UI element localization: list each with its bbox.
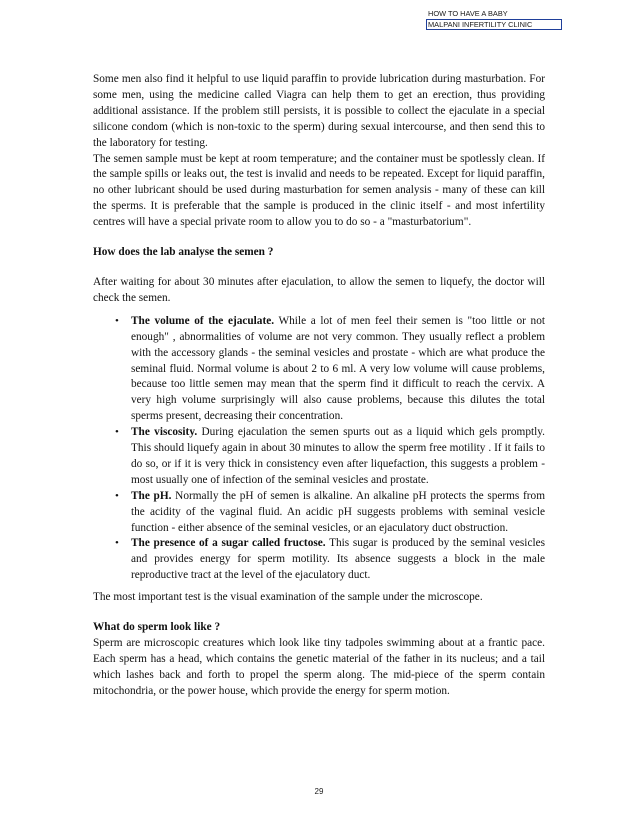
bullet-term: The presence of a sugar called fructose. — [131, 537, 326, 550]
list-item — [93, 314, 545, 425]
page-number: 29 — [314, 787, 324, 796]
paragraph-lubrication: Some men also find it helpful to use liquid paraffin to provide lubrication during masturbation. For some men, using the medicine called Viagra can help them to get an erection, thus providing additional assistance. If the problem still persists, it is possible to collect the ejaculate in a special silicone condom (which is non-toxic to the sperm) during sexual intercourse, and then send this to the laboratory for testing. — [93, 73, 545, 149]
bullet-text: While a lot of men feel their semen is "too little or not enough" , abnormalities of volume are not very common. They usually reflect a problem with the accessory glands - the seminal vesicles and prostate - which are what produce the seminal fluid. Normal volume is about 2 to 6 ml. A very low volume will cause problems, because too little semen may mean that the sperm find it difficult to reach the cervix. A very high volume surprisingly will also cause problems, because this dilutes the total sperms present, decreasing their concentration. — [131, 314, 545, 423]
paragraph-sperm-description: Sperm are microscopic creatures which look like tiny tadpoles swimming about at a frantic pace. Each sperm has a head, which contains the genetic material of the father in its nucleus; and a tail which lashes back and forth to propel the sperm along. The mid-piece of the sperm contain mitochondria, or the power house, which provide the energy for sperm motion. — [93, 637, 545, 697]
bullet-text: During ejaculation the semen spurts out as a liquid which gels promptly. This should liquefy again in about 30 minutes to allow the sperm free motility . If it fails to do so, or if it is very thick in consistency even after liquefaction, this suggests a problem - most usually one of infection of the seminal vesicles and prostate. — [131, 426, 545, 486]
paragraph-sample-handling: The semen sample must be kept at room temperature; and the container must be spotlessly clean. If the sample spills or leaks out, the test is invalid and needs to be repeated. Except for liquid paraffin, no other lubricant should be used during masturbation for semen analysis - many of these can kill the sperms. It is preferable that the sample is produced in the clinic itself - and most infertility centres will have a special private room to allow you to do so - a "masturbatorium". — [93, 152, 545, 229]
bullet-marker: • — [115, 489, 119, 502]
running-header — [427, 9, 562, 31]
bullet-term: The viscosity. — [131, 426, 198, 439]
spacer — [93, 261, 545, 275]
analysis-bullet-list — [93, 314, 545, 584]
section-heading-lab-analysis: How does the lab analyse the semen ? — [93, 246, 274, 259]
section-heading-sperm-appearance: What do sperm look like ? — [93, 621, 221, 634]
list-item — [93, 489, 545, 537]
bullet-term: The pH. — [131, 489, 172, 502]
header-clinic-name: MALPANI INFERTILITY CLINIC — [426, 19, 562, 31]
header-book-title: HOW TO HAVE A BABY — [428, 9, 508, 18]
bullet-term: The volume of the ejaculate. — [131, 314, 275, 327]
list-item — [93, 425, 545, 489]
bullet-marker: • — [115, 426, 119, 439]
bullet-text: This sugar is produced by the seminal vesicles and provides energy for sperm motility. Its absence suggests a block in the male reproductive tract at the level of the ejaculatory duct. — [131, 537, 546, 582]
spacer — [93, 606, 545, 620]
spacer — [93, 231, 545, 245]
bullet-marker: • — [115, 314, 119, 327]
page-body — [93, 72, 545, 700]
bullet-text: Normally the pH of semen is alkaline. An alkaline pH protects the sperms from the acidity of the vaginal fluid. An acidic pH suggests problems with seminal vesicle function - either absence of the seminal vesicles, or an ejaculatory duct obstruction. — [131, 489, 545, 534]
paragraph-microscope: The most important test is the visual examination of the sample under the microscope. — [93, 591, 483, 604]
bullet-marker: • — [115, 537, 119, 550]
list-item — [93, 536, 545, 584]
paragraph-liquefy: After waiting for about 30 minutes after ejaculation, to allow the semen to liquefy, the doctor will check the semen. — [93, 275, 545, 304]
